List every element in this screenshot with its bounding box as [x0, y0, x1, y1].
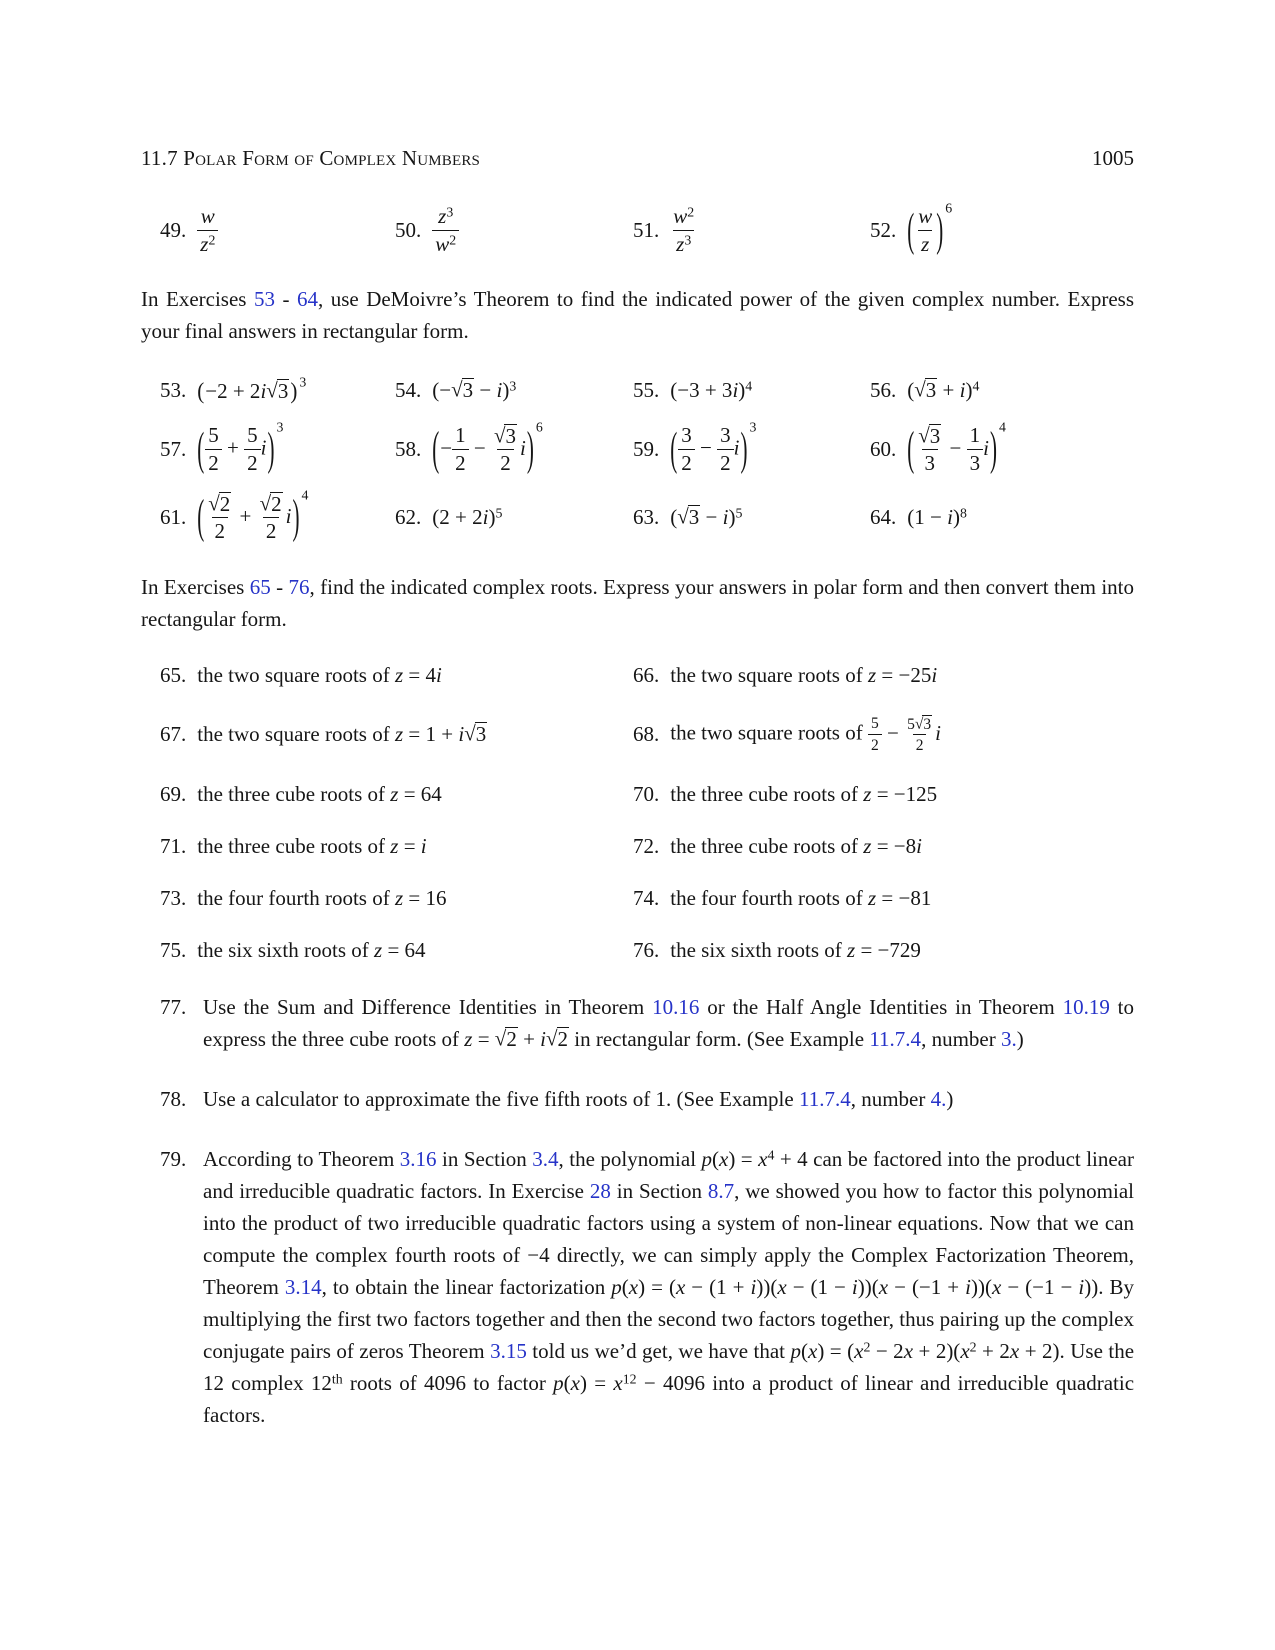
radical: √3 — [464, 721, 487, 747]
fraction: $\frac{z^3}{w^2}$ — [432, 205, 459, 256]
text-run: In Exercises — [141, 287, 254, 312]
text-run: , use DeMoivre’s Theorem to find the indicated power of the given complex number. Express your final answers in rectangular form. — [141, 287, 1134, 344]
exercise-number: 51. — [633, 218, 660, 243]
text-run: , to obtain the linear factorization — [321, 1274, 612, 1299]
text-run: In Exercises — [141, 574, 250, 599]
text-run: the six sixth roots of — [670, 937, 847, 962]
math-expression — [432, 205, 459, 256]
exercise-number: 59. — [633, 437, 660, 462]
cross-reference-link[interactable]: 11.7.4 — [869, 1026, 922, 1051]
text-run: in Section — [610, 1178, 708, 1203]
exercise-number: 54. — [395, 377, 422, 402]
exercise-text — [670, 886, 931, 911]
exercise-77 — [141, 991, 1134, 1055]
fraction: $\frac{√3}{3}$ — [918, 423, 941, 476]
roots-exercise-grid — [141, 663, 1134, 963]
math-expression: $(1 - i)^8$ — [907, 505, 967, 530]
section-title — [141, 146, 480, 171]
cross-reference-link[interactable]: 3.14 — [284, 1274, 322, 1299]
cross-reference-link[interactable]: 4. — [930, 1086, 947, 1111]
exercise-number: 79. — [160, 1146, 187, 1171]
math-expression — [907, 419, 1006, 476]
exercise-69 — [160, 782, 633, 807]
math-expression — [197, 205, 218, 256]
exercise-73 — [160, 886, 633, 911]
fraction: $\frac{1}{2}$ — [452, 424, 469, 475]
text-run: or the Half Angle Identities in Theorem — [699, 994, 1063, 1019]
text-run: the two square roots of — [197, 722, 395, 747]
inline-math: z = √2 + i√2 — [464, 1027, 569, 1051]
exercise-56 — [870, 378, 1134, 403]
text-run: , the polynomial — [558, 1146, 702, 1171]
exercise-number: 73. — [160, 885, 187, 910]
exercise-78 — [141, 1083, 1134, 1115]
radical: √2 — [546, 1025, 569, 1051]
radical: √2 — [259, 491, 282, 516]
math-expression: $(√3 - i)^5$ — [670, 504, 743, 530]
exponent: 4 — [301, 487, 309, 503]
math-expression — [432, 419, 543, 476]
close-paren-icon: ) — [740, 422, 748, 476]
exercise-67 — [160, 722, 633, 747]
fraction: $\frac{3}{2}$ — [678, 424, 695, 475]
exercise-text — [203, 1143, 1134, 1431]
parenthesized-expression: ( $\frac{3}{2}$ − $\frac{3}{2}$ i ) 3 — [670, 419, 757, 476]
fraction: $\frac{5}{2}$ — [205, 424, 222, 475]
math-expression — [197, 374, 307, 404]
text-run: - — [270, 574, 289, 599]
exercise-number: 56. — [870, 377, 897, 402]
close-paren-icon: ) — [989, 421, 997, 476]
inline-math: z = 1 + i√3 — [394, 721, 487, 747]
exercise-50 — [395, 205, 633, 256]
exercise-text — [197, 834, 426, 859]
exercise-text — [197, 938, 425, 963]
text-run: in rectangular form. (See Example — [569, 1026, 870, 1051]
fraction: $\frac{w}{z^2}$ — [197, 205, 218, 256]
exercise-number: 61. — [160, 505, 187, 530]
open-paren-icon: ( — [907, 421, 915, 476]
text-run: the three cube roots of — [670, 833, 864, 858]
exercise-number: 55. — [633, 377, 660, 402]
text-run: can be factored into the product linear and irreducible quadratic factors. In Exercise — [203, 1146, 1134, 1203]
exercise-76 — [633, 938, 1134, 963]
radical: √3 — [677, 504, 700, 530]
parenthesized-expression: ( − $\frac{1}{2}$ − $\frac{√3}{2}$ i ) 6 — [432, 419, 543, 476]
page-number: 1005 — [1092, 146, 1134, 170]
inline-math: $p(x) = x^4 + 4$ — [701, 1146, 808, 1171]
open-paren-icon: ( — [670, 422, 678, 476]
exponent: 3 — [749, 419, 757, 435]
text-run: into a product of linear and irreducible quadratic factors. — [203, 1370, 1135, 1427]
text-run: roots of 4096 to factor — [342, 1370, 554, 1395]
inline-math: $p(x) = x^{12} - 4096$ — [553, 1370, 705, 1395]
exercise-text — [197, 722, 487, 747]
fraction: $\frac{3}{2}$ — [717, 424, 734, 475]
exercise-text — [203, 991, 1134, 1055]
math-expression — [670, 205, 697, 256]
math-expression: $(2 + 2i)^5$ — [432, 505, 503, 530]
exercise-number: 65. — [160, 662, 187, 687]
radical: √2 — [208, 491, 231, 516]
math-expression — [197, 419, 284, 476]
exercise-text — [670, 782, 937, 807]
exercise-number: 58. — [395, 437, 422, 462]
exercise-61 — [160, 487, 395, 544]
exercise-79 — [141, 1143, 1134, 1431]
cross-reference-link[interactable]: 3.16 — [399, 1146, 437, 1171]
inline-math: z = −125 — [863, 781, 938, 806]
text-run: the two square roots of — [670, 662, 868, 687]
text-run: told us we’d get, we have that — [526, 1338, 791, 1363]
cross-reference-link[interactable]: 65 — [249, 574, 271, 599]
exercise-number: 64. — [870, 505, 897, 530]
text-run: ) — [1016, 1026, 1024, 1051]
radical: √3 — [266, 378, 289, 403]
exercise-text — [670, 938, 921, 963]
cross-reference-link[interactable]: 10.16 — [652, 994, 700, 1019]
exercise-number: 75. — [160, 937, 187, 962]
exercise-number: 78. — [160, 1086, 187, 1111]
text-run: the three cube roots of — [197, 781, 391, 806]
exercise-number: 50. — [395, 218, 422, 243]
text-run: the three cube roots of — [197, 833, 391, 858]
exercise-65 — [160, 663, 633, 688]
math-expression — [907, 200, 953, 256]
exercise-row-61-64 — [141, 487, 1134, 544]
exercise-59 — [633, 419, 870, 476]
exercise-number: 57. — [160, 437, 187, 462]
exercise-51 — [633, 205, 870, 256]
exercise-62 — [395, 505, 633, 530]
cross-reference-link[interactable]: 76 — [288, 574, 310, 599]
running-header — [141, 146, 1134, 171]
text-run: the four fourth roots of — [670, 885, 868, 910]
text-run: . Use the 12 complex — [203, 1338, 1135, 1395]
cross-reference-link[interactable]: 28 — [589, 1178, 611, 1203]
radical: √2 — [494, 1025, 517, 1051]
exercise-number: 76. — [633, 937, 660, 962]
exercise-text — [197, 663, 442, 688]
inline-math: $p(x) = (x^2 - 2x + 2)(x^2 + 2x + 2)$ — [790, 1338, 1060, 1363]
exercise-70 — [633, 782, 1134, 807]
inline-math: z = 4i — [394, 662, 442, 687]
text-run: , number — [850, 1086, 931, 1111]
inline-math: z = −8i — [863, 833, 922, 858]
fraction: $\frac{5√3}{2}$ — [907, 715, 932, 755]
exercise-number: 69. — [160, 781, 187, 806]
text-run: According to Theorem — [203, 1146, 400, 1171]
text-run: the two square roots of — [197, 662, 395, 687]
exercise-74 — [633, 886, 1134, 911]
instructions-65-76 — [141, 571, 1134, 635]
fraction: $\frac{√2}{2}$ — [208, 491, 231, 544]
exercise-number: 66. — [633, 662, 660, 687]
parenthesized-expression: ( $\frac{√2}{2}$ + $\frac{√2}{2}$ i ) 4 — [197, 487, 309, 544]
cross-reference-link[interactable]: 3.4 — [532, 1146, 559, 1171]
text-run: , find the indicated complex roots. Express your answers in polar form and then convert them into rectangular form. — [141, 574, 1134, 631]
section-name: Polar Form of Complex Numbers — [183, 146, 481, 170]
exercise-75 — [160, 938, 633, 963]
exercise-number: 77. — [160, 994, 187, 1019]
open-paren-icon: ( — [197, 377, 205, 404]
text-run: , number — [921, 1026, 1001, 1051]
cross-reference-link[interactable]: 8.7 — [707, 1178, 735, 1203]
text-run: the three cube roots of — [670, 781, 864, 806]
radical: √3 — [914, 715, 932, 733]
fraction: $\frac{√2}{2}$ — [259, 491, 282, 544]
exercise-53 — [160, 374, 395, 404]
inline-math: p(x) = (x − (1 + i))(x − (1 − i))(x − (−1 + i))(x − (−1 − i)) — [611, 1274, 1099, 1299]
inline-math: z = i — [390, 833, 427, 858]
fraction: $\frac{5}{2}$ — [244, 424, 261, 475]
exercise-text — [197, 886, 446, 911]
exercise-number: 63. — [633, 505, 660, 530]
cross-reference-link[interactable]: 3. — [1000, 1026, 1017, 1051]
fraction: $\frac{√3}{2}$ — [493, 423, 516, 476]
fraction: $\frac{1}{3}$ — [967, 424, 984, 475]
close-paren-icon: ) — [292, 489, 300, 544]
inline-math: 12th — [310, 1370, 343, 1395]
exercise-54 — [395, 378, 633, 403]
exercise-52 — [870, 200, 1134, 256]
inline-math: z = 64 — [390, 781, 442, 806]
open-paren-icon: ( — [907, 202, 915, 256]
cross-reference-link[interactable]: 10.19 — [1062, 994, 1110, 1019]
text-run: the four fourth roots of — [197, 885, 395, 910]
text-run: in Section — [436, 1146, 533, 1171]
exercise-72 — [633, 834, 1134, 859]
exercise-64 — [870, 505, 1134, 530]
close-paren-icon: ) — [290, 377, 298, 404]
exercise-number: 52. — [870, 218, 897, 243]
fraction: $\frac{w}{z}$ — [918, 204, 933, 256]
math-expression: $(-3 + 3i)^4$ — [670, 377, 753, 402]
close-paren-icon: ) — [267, 422, 275, 476]
open-paren-icon: ( — [432, 421, 440, 476]
exponent: 4 — [998, 419, 1006, 435]
exercise-text — [670, 834, 922, 859]
exercise-66 — [633, 663, 1134, 688]
exercise-number: 71. — [160, 833, 187, 858]
text-run: Use a calculator to approximate the five fifth roots of 1. (See Example — [203, 1086, 799, 1111]
exercise-number: 70. — [633, 781, 660, 806]
radical: √3 — [451, 377, 474, 402]
exercise-text — [670, 663, 937, 688]
text-run: the six sixth roots of — [197, 937, 374, 962]
exercise-68 — [633, 715, 1134, 755]
exercise-number: 74. — [633, 885, 660, 910]
cross-reference-link[interactable]: 64 — [296, 287, 318, 312]
text-run: the two square roots of — [670, 720, 868, 745]
parenthesized-expression: ( $\frac{√3}{3}$ − $\frac{1}{3}$ i ) 4 — [907, 419, 1006, 476]
text-run: - — [274, 287, 297, 312]
exercise-text — [670, 715, 941, 755]
fraction: $\frac{5}{2}$ — [868, 715, 882, 754]
text-run: directly, we can simply apply the Complex Factorization Theorem, Theorem — [203, 1242, 1134, 1299]
exercise-number: 72. — [633, 833, 660, 858]
text-run: Use the Sum and Difference Identities in Theorem — [203, 994, 653, 1019]
exercise-row-53-56 — [141, 374, 1134, 404]
close-paren-icon: ) — [936, 202, 944, 256]
exercise-number: 53. — [160, 377, 187, 402]
exercise-text — [197, 782, 442, 807]
exercise-55 — [633, 378, 870, 403]
math-expression — [197, 487, 309, 544]
text-run: , we showed you how to factor this polynomial into the product of two irreducible quadratic factors using a system of non-linear equations. Now that we can compute the complex fourth roots of — [203, 1178, 1134, 1267]
exercise-number: 68. — [633, 722, 660, 747]
fraction: $\frac{w^2}{z^3}$ — [673, 204, 695, 256]
exercise-number: 49. — [160, 218, 187, 243]
exercise-60 — [870, 419, 1134, 476]
exponent: 3 — [299, 374, 307, 390]
inline-math: z = −25i — [867, 662, 938, 687]
exercise-49 — [160, 205, 395, 256]
close-paren-icon: ) — [526, 421, 534, 476]
radical: √3 — [914, 377, 937, 402]
text-run: to express the three cube roots of — [203, 994, 1134, 1051]
radical: √3 — [918, 423, 941, 448]
inline-math: z = 16 — [394, 885, 447, 910]
exponent: 6 — [945, 200, 953, 216]
cross-reference-link[interactable]: 53 — [253, 287, 275, 312]
math-expression: $(√3 + i)^4$ — [907, 377, 980, 402]
exercise-number: 60. — [870, 437, 897, 462]
exercise-text — [203, 1083, 1134, 1115]
open-paren-icon: ( — [197, 489, 205, 544]
exercise-number: 62. — [395, 505, 422, 530]
exponent: 6 — [535, 419, 543, 435]
text-run: . By multiplying the first two factors together and then the second two factors together, thus pairing up the complex conjugate pairs of zeros Theorem — [203, 1274, 1135, 1363]
exercise-63 — [633, 505, 870, 530]
exercise-71 — [160, 834, 633, 859]
radical: √3 — [493, 423, 516, 448]
parenthesized-expression — [907, 200, 953, 256]
inline-math: $\frac{5}{2}$ − $\frac{5√3}{2}$ i — [868, 721, 941, 745]
text-run: ) — [946, 1086, 954, 1111]
math-expression: $(-√3 - i)^3$ — [432, 377, 517, 402]
inline-math: z = −729 — [847, 937, 921, 962]
instructions-53-64 — [141, 283, 1134, 347]
parenthesized-expression: ( −2 + 2i√3 ) 3 — [197, 374, 307, 404]
open-paren-icon: ( — [197, 422, 205, 476]
exercise-row-49-52 — [141, 200, 1134, 256]
inline-math: z = 64 — [374, 937, 426, 962]
math-expression — [670, 419, 757, 476]
cross-reference-link[interactable]: 3.15 — [490, 1338, 527, 1363]
exercise-57 — [160, 419, 395, 476]
exercise-row-57-60 — [141, 419, 1134, 476]
exponent: 3 — [276, 419, 284, 435]
exercise-58 — [395, 419, 633, 476]
section-number: 11.7 — [141, 146, 178, 170]
exercise-number: 67. — [160, 722, 187, 747]
parenthesized-expression: ( $\frac{5}{2}$ + $\frac{5}{2}$ i ) 3 — [197, 419, 284, 476]
cross-reference-link[interactable]: 11.7.4 — [798, 1086, 851, 1111]
inline-math: z = −81 — [867, 885, 932, 910]
inline-math: −4 — [527, 1242, 550, 1267]
